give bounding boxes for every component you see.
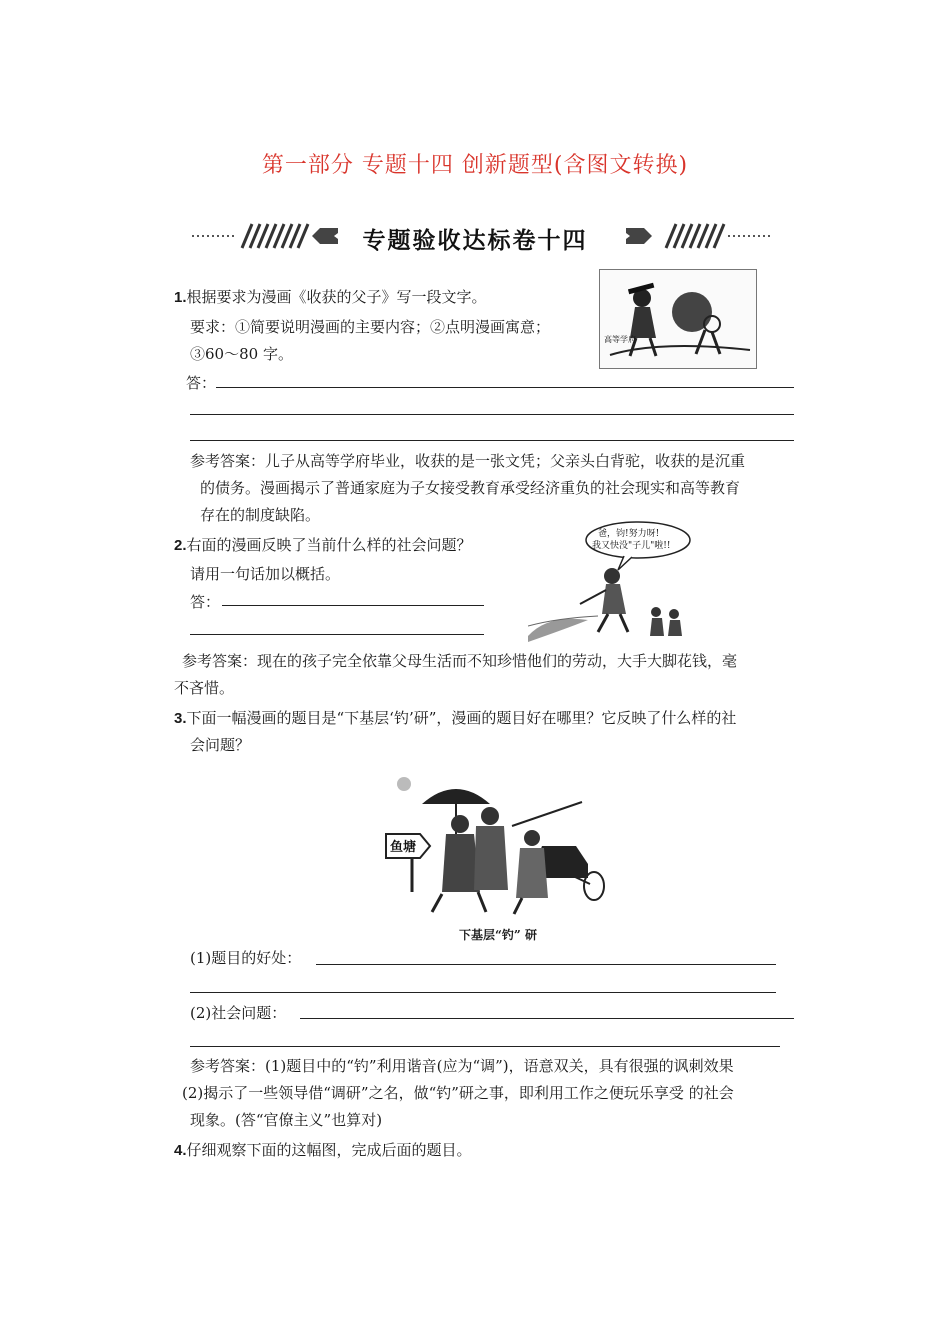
cartoon-spending-child xyxy=(528,518,696,644)
answer-line[interactable] xyxy=(190,634,484,635)
answer-line[interactable] xyxy=(216,387,794,388)
ref-line: 参考答案：儿子从高等学府毕业，收获的是一张文凭；父亲头白背驼，收获的是沉重 xyxy=(190,452,746,470)
question-1 xyxy=(174,286,487,309)
ref-line: 参考答案：现在的孩子完全依靠父母生活而不知珍惜他们的劳动，大手大脚花钱，毫 xyxy=(182,652,738,670)
question-number: 2. xyxy=(174,537,187,554)
answer-line[interactable] xyxy=(190,414,794,415)
ref-line: 参考答案：(1)题目中的“钓”利用谐音(应为“调”)，语意双关，具有很强的讽刺效果 xyxy=(190,1057,734,1075)
ref-line: 的债务。漫画揭示了普通家庭为子女接受教育承受经济重负的社会现实和高等教育 xyxy=(200,479,741,497)
reference-answer-1 xyxy=(190,448,810,529)
question-prompt: 下面一幅漫画的题目是“下基层‘钓’研”，漫画的题目好在哪里？它反映了什么样的社 xyxy=(186,709,737,727)
answer-line[interactable] xyxy=(190,440,794,441)
question-prompt: 仔细观察下面的这幅图，完成后面的题目。 xyxy=(186,1141,472,1159)
question-prompt: 右面的漫画反映了当前什么样的社会问题？ xyxy=(186,536,472,554)
reference-answer-3 xyxy=(182,1053,820,1134)
question-4 xyxy=(174,1139,472,1162)
cartoon-fishing-research xyxy=(382,772,614,918)
question-1-requirement-2: ③60～80 字。 xyxy=(190,345,293,363)
cartoon-harvest-father-son xyxy=(599,269,757,369)
question-2-prompt-2: 请用一句话加以概括。 xyxy=(190,565,341,583)
question-number: 1. xyxy=(174,289,187,306)
answer-line[interactable] xyxy=(190,992,776,993)
question-1-requirement: 要求：①简要说明漫画的主要内容；②点明漫画寓意； xyxy=(190,318,551,336)
ref-line: 现象。(答“官僚主义”也算对) xyxy=(190,1111,383,1129)
cartoon-caption: 高等学府 xyxy=(604,335,636,344)
question-3-prompt-2: 会问题？ xyxy=(190,736,251,754)
sub-question-2: (2)社会问题： xyxy=(190,1004,287,1022)
question-number: 4. xyxy=(174,1142,187,1159)
banner-title: 专题验收达标卷十四 xyxy=(362,228,588,254)
page-title: 第一部分 专题十四 创新题型(含图文转换) xyxy=(261,153,689,178)
ref-line: 不吝惜。 xyxy=(174,679,235,697)
cartoon-caption: 下基层“钓” 研 xyxy=(459,928,537,942)
question-number: 3. xyxy=(174,710,187,727)
answer-line[interactable] xyxy=(190,1046,780,1047)
answer-label: 答： xyxy=(186,374,217,392)
answer-label: 答： xyxy=(190,593,221,611)
sign-text: 鱼塘 xyxy=(390,840,417,855)
answer-line[interactable] xyxy=(222,605,484,606)
ref-line: (2)揭示了一些领导借“调研”之名，做“钓”研之事，即利用工作之便玩乐享受 的社会 xyxy=(182,1084,734,1102)
sub-question-1: (1)题目的好处： xyxy=(190,949,302,967)
question-3 xyxy=(174,707,736,730)
answer-line[interactable] xyxy=(300,1018,794,1019)
ref-line: 存在的制度缺陷。 xyxy=(200,506,321,524)
question-2 xyxy=(174,534,472,557)
speech-bubble-line: 我又快没"子儿"啦!! xyxy=(592,541,671,551)
speech-bubble-line: 爸，钧!努力呀! xyxy=(598,529,660,539)
answer-line[interactable] xyxy=(316,964,776,965)
reference-answer-2 xyxy=(174,648,812,702)
question-prompt: 根据要求为漫画《收获的父子》写一段文字。 xyxy=(186,288,487,306)
